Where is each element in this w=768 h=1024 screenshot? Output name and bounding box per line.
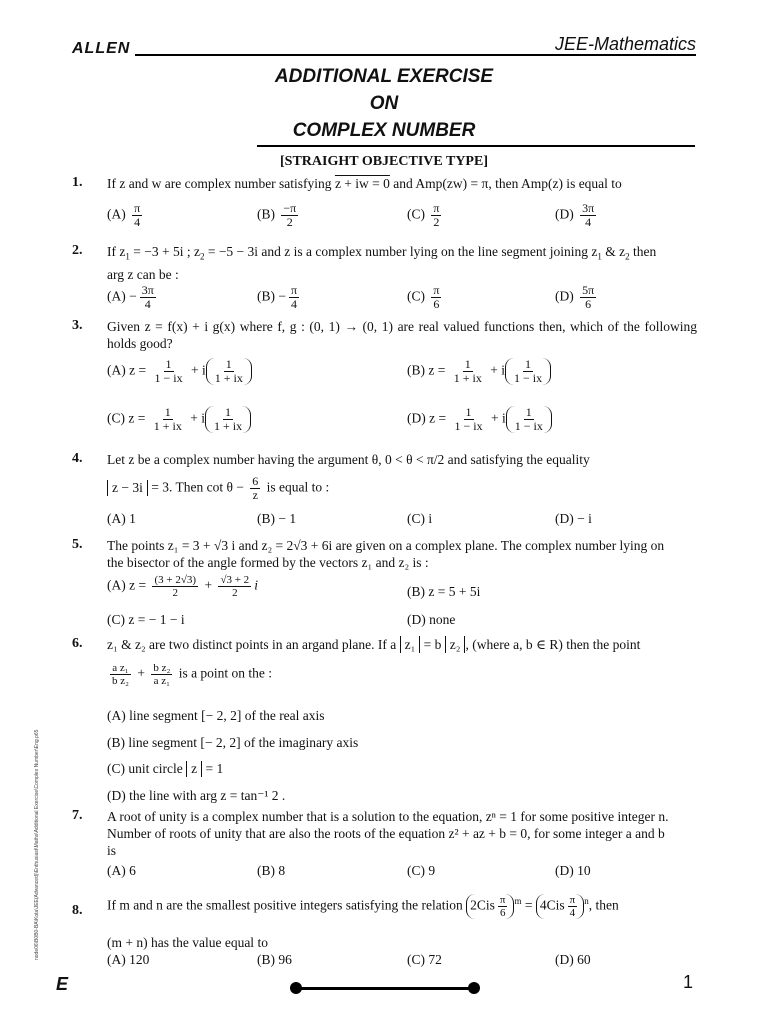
option-c[interactable]: (C) i	[407, 511, 433, 526]
question-number: 5.	[72, 537, 83, 552]
question-7-options	[107, 863, 697, 881]
question-4-text: Let z be a complex number having the argument θ, 0 < θ < π/2 and satisfying the equality	[107, 452, 590, 467]
question-7-text: A root of unity is a complex number that is a solution to the equation, zⁿ = 1 for some positive integer n. Number of roots of unity that are also the roots of the equation z² + az + b = 0, for some integer a and b is	[107, 809, 669, 858]
footer-dot-left	[290, 982, 302, 994]
subject-title: JEE-Mathematics	[554, 34, 696, 54]
question-8-options	[107, 952, 697, 970]
title-line-1: ADDITIONAL EXERCISE	[274, 66, 494, 87]
option-b[interactable]: (B) line segment [− 2, 2] of the imaginary axis	[107, 735, 359, 750]
question-number: 2.	[72, 243, 83, 258]
question-number: 7.	[72, 808, 83, 823]
question-6-text: z₁ & z₂ are two distinct points in an argand plane. If a z₁ = b z₂ , (where a, b ∈ R) then the point	[107, 637, 641, 652]
question-5-options	[107, 574, 697, 634]
title-line-3: COMPLEX NUMBER	[292, 120, 476, 141]
brand-logo: ALLEN	[72, 40, 131, 57]
option-a[interactable]: (A) z = $\frac{1}{1 - ix}$ + i $\frac{1}{1 + ix}$	[107, 358, 252, 385]
question-8-text: If m and n are the smallest positive integers satisfying the relation 2Cis $\frac{\pi}{6}$ $^m$ = 4Cis $\frac{\pi}{4}$ $^n$, then	[107, 893, 619, 919]
option-d[interactable]: (D) the line with arg z = tan⁻¹ 2 .	[107, 788, 286, 803]
title-line-2: ON	[369, 93, 399, 114]
option-c[interactable]: (C) $\frac{\pi}{2}$	[407, 201, 440, 229]
option-b[interactable]: (B) z = 5 + 5i	[407, 584, 481, 599]
section-heading: [STRAIGHT OBJECTIVE TYPE]	[280, 154, 488, 169]
header-rule	[135, 54, 696, 56]
option-a[interactable]: (A) 6	[107, 863, 136, 878]
footer-letter: E	[56, 974, 69, 994]
option-d[interactable]: (D) 10	[555, 863, 591, 878]
option-b[interactable]: (B) z = $\frac{1}{1 + ix}$ + i $\frac{1}{1 - ix}$	[407, 358, 551, 385]
question-number: 8.	[72, 903, 83, 918]
question-2-text: If $z_1 = -3 + 5i$ ; $z_2 = -5 - 3i$ and z is a complex number lying on the line segment joining $z_1$ & $z_2$ then arg z can be :	[107, 244, 657, 282]
option-b[interactable]: (B) − $\frac{\pi}{4}$	[257, 283, 298, 311]
option-c[interactable]: (C) 72	[407, 952, 442, 967]
option-a[interactable]: (A) − $\frac{3\pi}{4}$	[107, 283, 154, 311]
option-a[interactable]: (A) $\frac{\pi}{4}$	[107, 201, 141, 229]
question-6-options	[107, 708, 697, 806]
question-5-text: The points z₁ = 3 + √3 i and z₂ = 2√3 + 6i are given on a complex plane. The complex number lying on the bisector of the angle formed by the vectors z₁ and z₂ is :	[107, 538, 665, 570]
option-a[interactable]: (A) 120	[107, 952, 150, 967]
option-b[interactable]: (B) $\frac{-\pi}{2}$	[257, 201, 297, 229]
option-c[interactable]: (C) z = − 1 − i	[107, 612, 185, 627]
option-a[interactable]: (A) line segment [− 2, 2] of the real axis	[107, 708, 325, 723]
question-number: 4.	[72, 451, 83, 466]
option-c[interactable]: (C) 9	[407, 863, 436, 878]
question-2-options	[107, 282, 697, 320]
page-number: 1	[683, 972, 694, 992]
option-d[interactable]: (D) − i	[555, 511, 592, 526]
question-number: 6.	[72, 636, 83, 651]
option-a[interactable]: (A) 1	[107, 511, 136, 526]
question-4-options	[107, 511, 697, 529]
option-b[interactable]: (B) 8	[257, 863, 286, 878]
option-d[interactable]: (D) z = $\frac{1}{1 - ix}$ + i $\frac{1}{1 - ix}$	[407, 406, 552, 433]
question-number: 3.	[72, 318, 83, 333]
option-d[interactable]: (D) 60	[555, 952, 591, 967]
option-d[interactable]: (D) $\frac{3\pi}{4}$	[555, 201, 595, 229]
question-4-equation: z − 3i = 3. Then cot θ − $\frac{6}{z}$ is equal to :	[107, 475, 329, 502]
option-c[interactable]: (C) unit circle z = 1	[107, 761, 224, 776]
footer-dot-right	[468, 982, 480, 994]
question-3-options	[107, 358, 697, 450]
title-rule	[257, 145, 695, 147]
option-a[interactable]: (A) z = $\frac{(3 + 2√3)}{2}$ + $\frac{√3 + 2}{2}$ i	[107, 574, 258, 599]
option-c[interactable]: (C) $\frac{\pi}{6}$	[407, 283, 440, 311]
side-file-path: node06\B0B0-BA\Kota\JEE(Advanced)\Enthusiast\Maths\Additional Exercise\Complex Number\Eng.p65	[34, 729, 40, 960]
option-b[interactable]: (B) − 1	[257, 511, 297, 526]
question-8-text-line-2: (m + n) has the value equal to	[107, 935, 268, 950]
question-6-expression: $\frac{\text{a z₁}}{\text{b z₂}}$ + $\frac{\text{b z₂}}{\text{a z₁}}$ is a point on the :	[112, 662, 273, 687]
question-number: 1.	[72, 175, 83, 190]
question-1-text: If z and w are complex number satisfying z + iw = 0 and Amp(zw) = π, then Amp(z) is equal to	[107, 176, 622, 191]
footer-bar	[295, 987, 475, 990]
option-d[interactable]: (D) $\frac{5\pi}{6}$	[555, 283, 595, 311]
option-d[interactable]: (D) none	[407, 612, 456, 627]
question-3-text: Given z = f(x) + i g(x) where f, g : (0, 1) → (0, 1) are real valued functions then, which of the following holds good?	[107, 319, 697, 351]
option-c[interactable]: (C) z = $\frac{1}{1 + ix}$ + i $\frac{1}{1 + ix}$	[107, 406, 251, 433]
option-b[interactable]: (B) 96	[257, 952, 292, 967]
question-1-options	[107, 198, 697, 238]
